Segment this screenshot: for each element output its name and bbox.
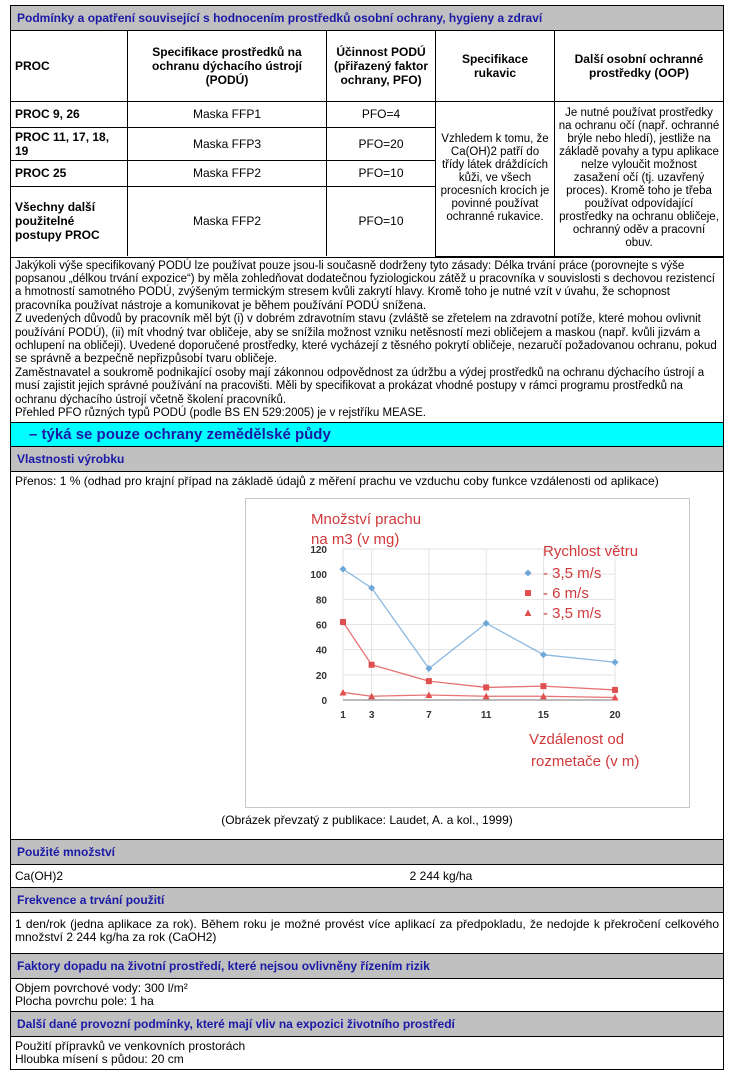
x-tick-label: 7 (426, 710, 432, 722)
ppe-table (11, 31, 723, 257)
y-tick-label: 40 (315, 646, 327, 658)
podu-cell: Maska FFP2 (128, 186, 327, 256)
conditions-body (11, 1036, 723, 1069)
podu-cell: Maska FFP1 (128, 101, 327, 127)
y-axis-title-line1: Množství prachu (311, 511, 422, 529)
section-header: Podmínky a opatření související s hodnocením prostředků osobní ochrany, hygieny a zdraví (11, 6, 723, 30)
amount-row (11, 864, 723, 887)
product-props-body (11, 471, 723, 839)
frequency-text: 1 den/rok (jedna aplikace za rok). Během roku je možné provést více aplikací za předpokladu, že nedojde k překročení celkového množství 2 244 kg/ha za rok (CaOH2) (11, 912, 723, 953)
col-header-pfo: Účinnost PODÚ (přiřazený faktor ochrany, PFO) (327, 31, 436, 101)
amount-substance: Ca(OH)2 (15, 869, 64, 884)
x-axis-title-line1: Vzdálenost od (529, 731, 625, 749)
legend-title: Rychlost větru (543, 543, 639, 561)
note-paragraph: Přehled PFO různých typů PODÚ (podle BS EN 529:2005) je v rejstříku MEASE. (15, 406, 426, 419)
proc-cell: Všechny další použitelné postupy PROC (11, 186, 128, 256)
y-tick-label: 20 (315, 671, 327, 683)
env-factors-body (11, 978, 723, 1011)
soil-protection-banner: – týká se pouze ochrany zemědělské půdy (11, 422, 723, 446)
data-point (369, 662, 375, 668)
chart-caption: (Obrázek převzatý z publikace: Laudet, A. a kol., 1999) (221, 813, 513, 828)
frequency-header: Frekvence a trvání použití (11, 887, 723, 912)
x-axis-title-line2: rozmetače (v m) (531, 753, 640, 771)
podu-cell: Maska FFP3 (128, 127, 327, 160)
col-header-gloves: Specifikace rukavic (436, 31, 555, 101)
condition-line: Hloubka mísení s půdou: 20 cm (15, 1052, 184, 1067)
notes-block (11, 257, 723, 423)
env-factor-line: Objem povrchové vody: 300 l/m² (15, 981, 188, 996)
x-tick-label: 15 (537, 710, 549, 722)
amount-value: 2 244 kg/ha (409, 869, 473, 884)
data-point (340, 619, 346, 625)
table-row (11, 101, 723, 127)
pfo-cell: PFO=4 (327, 101, 436, 127)
x-tick-label: 1 (340, 710, 346, 722)
pfo-cell: PFO=20 (327, 127, 436, 160)
document-page (10, 5, 724, 1070)
product-props-header: Vlastnosti výrobku (11, 446, 723, 471)
legend-marker (525, 590, 531, 596)
dust-chart (245, 498, 690, 808)
col-header-oop: Další osobní ochranné prostředky (OOP) (555, 31, 724, 101)
data-point (426, 679, 432, 685)
x-tick-label: 20 (609, 710, 621, 722)
gloves-cell: Vzhledem k tomu, že Ca(OH)2 patří do třídy látek dráždících kůži, ve všech procesních krocích je povinné používat ochranné rukavice. (436, 101, 555, 256)
amount-header: Použité množství (11, 839, 723, 864)
conditions-header: Další dané provozní podmínky, které mají vliv na expozici životního prostředí (11, 1011, 723, 1036)
note-paragraph: Z uvedených důvodů by pracovník měl být (i) v dobrém zdravotním stavu (zvláště se zřetelem na zdravotní potíže, které mohou ovlivnit používání PODÚ), (ii) mít vhodný tvar obličeje, aby se snížila možnost vzniku netěsností mezi obličejem a maskou (např. kvůli jizvám a ochlupení na obličeji). Uvedené doporučené prostředky, které vycházejí z těsného pokrytí obličeje, nezaručí požadovanou ochranu, pokud se správně a bezpečně nepřizpůsobí tvaru obličeje. (15, 313, 717, 366)
y-tick-label: 60 (315, 620, 327, 632)
y-tick-label: 100 (310, 570, 327, 582)
transfer-text: Přenos: 1 % (odhad pro krajní případ na základě údajů z měření prachu ve vzduchu coby funkce vzdálenosti od aplikace) (15, 474, 659, 489)
col-header-podu: Specifikace prostředků na ochranu dýchacího ústrojí (PODÚ) (128, 31, 327, 101)
oop-cell: Je nutné používat prostředky na ochranu očí (např. ochranné brýle nebo hledí), jestliže na základě povahy a typu aplikace nelze vyloučit možnost zasažení očí (tj. uzavřený proces). Kromě toho je třeba používat odpovídající prostředky na ochranu obličeje, ochranný oděv a pracovní obuv. (555, 101, 724, 256)
pfo-cell: PFO=10 (327, 160, 436, 186)
y-tick-label: 0 (321, 696, 327, 708)
env-factor-line: Plocha povrchu pole: 1 ha (15, 994, 154, 1009)
env-factors-header: Faktory dopadu na životní prostředí, které nejsou ovlivněny řízením rizik (11, 953, 723, 978)
pfo-cell: PFO=10 (327, 186, 436, 256)
proc-cell: PROC 25 (11, 160, 128, 186)
note-paragraph: Jakýkoli výše specifikovaný PODÚ lze používat pouze jsou-li současně dodrženy tyto zásady: Délka trvání práce (porovnejte s výše popsanou „délkou trvání expozice“) by měla zohledňovat dodatečnou fyziologickou zátěž u pracovníka v souvislosti s dechovou rezistencí a hmotností samotného PODÚ, zvýšeným termickým stresem kvůli zakrytí hlavy. Kromě toho je nutné vzít v úvahu, že schopnost pracovníka používat nástroje a komunikovat je během používání PODÚ snížena. (15, 259, 715, 312)
podu-cell: Maska FFP2 (128, 160, 327, 186)
proc-cell: PROC 9, 26 (11, 101, 128, 127)
legend-label: - 3,5 m/s (543, 605, 602, 623)
legend-label: - 6 m/s (543, 585, 589, 603)
data-point (483, 685, 489, 691)
note-paragraph: Zaměstnavatel a soukromě podnikající osoby mají zákonnou odpovědnost za údržbu a výdej prostředků na ochranu dýchacího ústrojí a musí zajistit jejich správné používání na pracovišti. Měli by specifikovat a prokázat vhodné postupy v rámci programu prostředků na ochranu dýchacího ústrojí včetně školení pracovníků. (15, 366, 705, 406)
x-tick-label: 11 (480, 710, 492, 722)
proc-cell: PROC 11, 17, 18, 19 (11, 127, 128, 160)
data-point (540, 684, 546, 690)
col-header-proc: PROC (11, 31, 128, 101)
y-axis-title-line2: na m3 (v mg) (311, 531, 400, 549)
ppe-table-wrapper (11, 30, 723, 257)
x-tick-label: 3 (368, 710, 375, 722)
data-point (612, 687, 618, 693)
y-tick-label: 80 (315, 595, 327, 607)
legend-label: - 3,5 m/s (543, 565, 602, 583)
y-tick-label: 120 (310, 545, 327, 557)
condition-line: Použití přípravků ve venkovních prostorách (15, 1039, 246, 1054)
